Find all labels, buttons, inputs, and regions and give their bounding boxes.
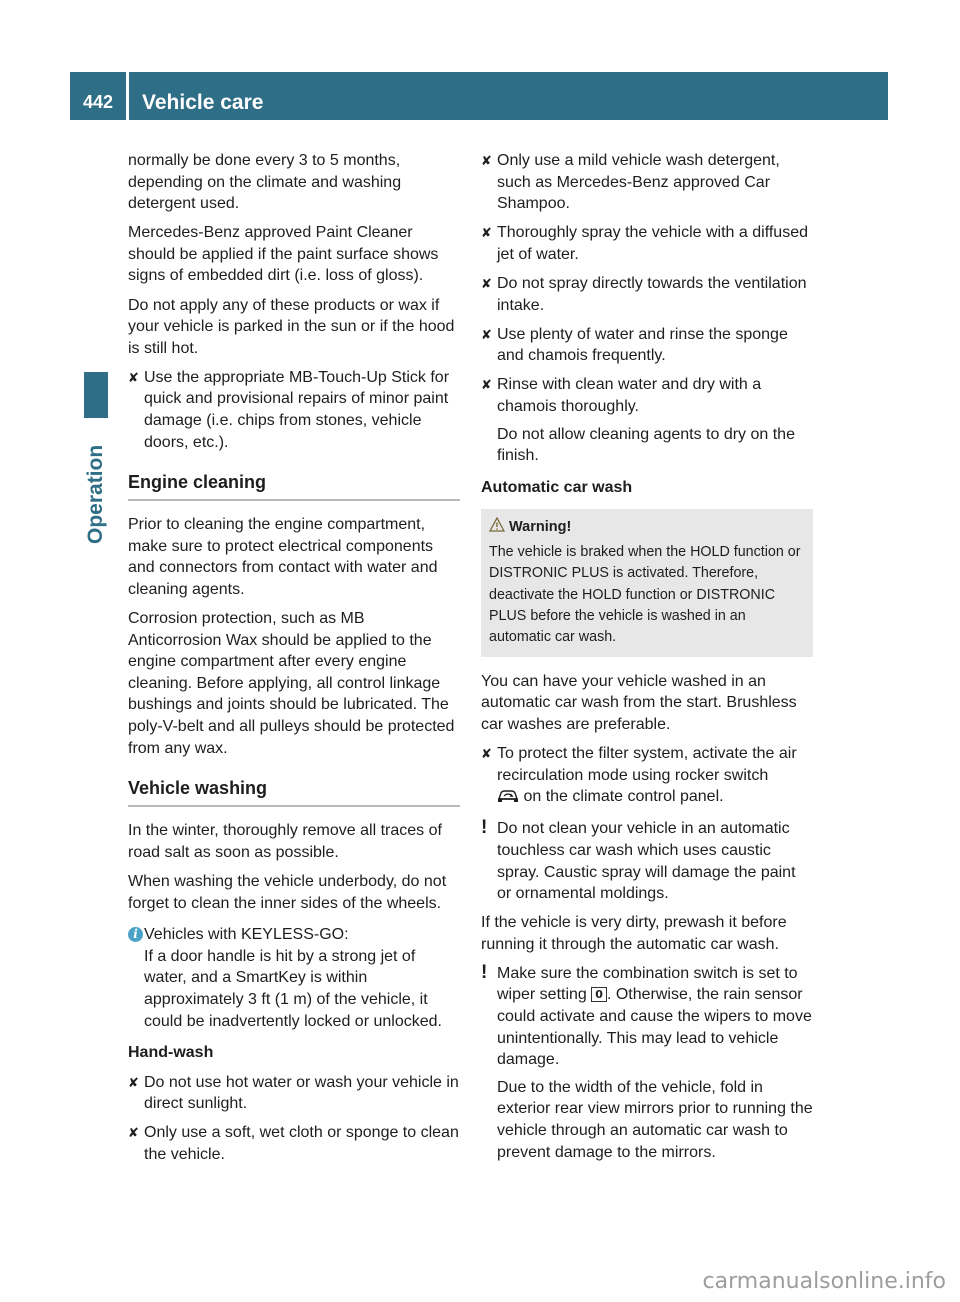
header-bar [70,72,888,120]
warning-body: The vehicle is braked when the HOLD function or DISTRONIC PLUS is activated. Therefore, deactivate the HOLD function or DISTRONIC PLUS before the vehicle is washed in an automatic car wash. [489,543,801,646]
section-heading-engine-cleaning: Engine cleaning [128,471,460,501]
side-tab-marker [84,372,108,418]
section-heading-vehicle-washing: Vehicle washing [128,777,460,807]
left-column [128,150,460,1173]
header-divider [126,72,129,120]
step-text: Do not spray directly towards the ventilation intake. [497,274,807,314]
instruction-step [128,1072,460,1115]
warning-title-row [489,517,805,539]
instruction-step [481,150,813,215]
step-text: Do not use hot water or wash your vehicle in direct sunlight. [144,1073,459,1113]
warning-box [481,509,813,656]
exclamation-icon: ! [481,817,488,839]
step-arrow-icon: ✘ [128,1074,139,1090]
subheading-hand-wash: Hand-wash [128,1044,214,1062]
step-arrow-icon: ✘ [481,326,492,342]
caution-text [497,963,813,1071]
note-title: Vehicles with KEYLESS-GO: [144,926,349,944]
paragraph: In the winter, thoroughly remove all traces of road salt as soon as possible. [128,822,442,861]
instruction-step [481,273,813,316]
caution-note [481,963,813,1163]
step-text: Use the appropriate MB-Touch-Up Stick for quick and provisional repairs of minor paint damage (i.e. chips from stones, vehicle doors, etc.). [144,368,450,451]
step-arrow-icon: ✘ [481,377,492,393]
caution-text: Due to the width of the vehicle, fold in exterior rear view mirrors prior to running the vehicle through an automatic car wash to prevent damage to the mirrors. [497,1078,813,1161]
watermark: carmanualsonline.info [702,1269,946,1294]
instruction-step [481,324,813,367]
step-text: Use plenty of water and rinse the sponge and chamois frequently. [497,325,788,365]
step-text: Rinse with clean water and dry with a chamois thoroughly. [497,376,762,415]
paragraph: Mercedes-Benz approved Paint Cleaner should be applied if the paint surface shows signs of embedded dirt (i.e. loss of gloss). [128,224,439,285]
air-recirculation-icon [497,788,519,811]
instruction-step [128,1122,460,1165]
caution-note [481,818,813,904]
instruction-step [481,743,813,811]
exclamation-icon: ! [481,961,488,983]
step-arrow-icon: ✘ [481,153,492,168]
step-text-part: To protect the filter system, activate the air recirculation mode using rocker switch [497,745,797,784]
step-text: Only use a soft, wet cloth or sponge to clean the vehicle. [144,1124,459,1163]
step-text: Do not allow cleaning agents to dry on the finish. [497,425,795,465]
paragraph: Prior to cleaning the engine compartment, make sure to protect electrical components and connectors from contact with water and cleaning agents. [128,516,438,598]
info-icon: i [128,927,143,942]
paragraph: You can have your vehicle washed in an automatic car wash from the start. Brushless car washes are preferable. [481,672,797,733]
step-arrow-icon: ✘ [128,1125,139,1141]
step-arrow-icon: ✘ [481,746,492,762]
right-column [481,150,813,1171]
paragraph: When washing the vehicle underbody, do not forget to clean the inner sides of the wheels. [128,872,447,912]
instruction-step [481,374,813,466]
page-number: 442 [83,92,114,112]
subheading-automatic-car-wash: Automatic car wash [481,478,633,496]
caution-text-part: . Otherwise, the rain sensor could activate and cause the wipers to move unintentionally. This may lead to vehicle damage. [497,986,812,1069]
instruction-step [481,222,813,265]
caution-text-part: Make sure the combination switch is set to wiper setting [497,964,798,1004]
side-tab-label: Operation [84,444,107,544]
caution-text: Do not clean your vehicle in an automatic touchless car wash which uses caustic spray. Caustic spray will damage the paint or ornamental moldings. [497,820,796,903]
paragraph: normally be done every 3 to 5 months, depending on the climate and washing detergent used. [128,152,402,213]
step-arrow-icon: ✘ [481,275,492,291]
step-text-part: on the climate control panel. [523,788,724,806]
step-text: Thoroughly spray the vehicle with a diffused jet of water. [497,224,808,263]
page-title: Vehicle care [142,91,264,114]
step-text [497,743,813,811]
warning-triangle-icon [489,517,505,539]
paragraph: Corrosion protection, such as MB Anticorrosion Wax should be applied to the engine compartment after every engine cleaning. Before applying, all control linkage bushings and joints should be lubricated. The poly-V-belt and all pulleys should be protected from any wax. [128,610,455,757]
info-note [128,924,460,1032]
step-arrow-icon: ✘ [481,225,492,241]
paragraph: Do not apply any of these products or wax if your vehicle is parked in the sun or if the hood is still hot. [128,296,455,357]
step-text: Only use a mild vehicle wash detergent, such as Mercedes-Benz approved Car Shampoo. [497,152,780,213]
instruction-step [128,367,460,453]
wiper-setting-symbol: 0 [591,987,607,1002]
step-arrow-icon: ✘ [128,369,139,385]
warning-title: Warning! [509,519,572,536]
paragraph: If the vehicle is very dirty, prewash it before running it through the automatic car wash. [481,914,787,953]
note-body: If a door handle is hit by a strong jet of water, and a SmartKey is within approximately 3 ft (1 m) of the vehicle, it could be inadvertently locked or unlocked. [144,947,442,1030]
